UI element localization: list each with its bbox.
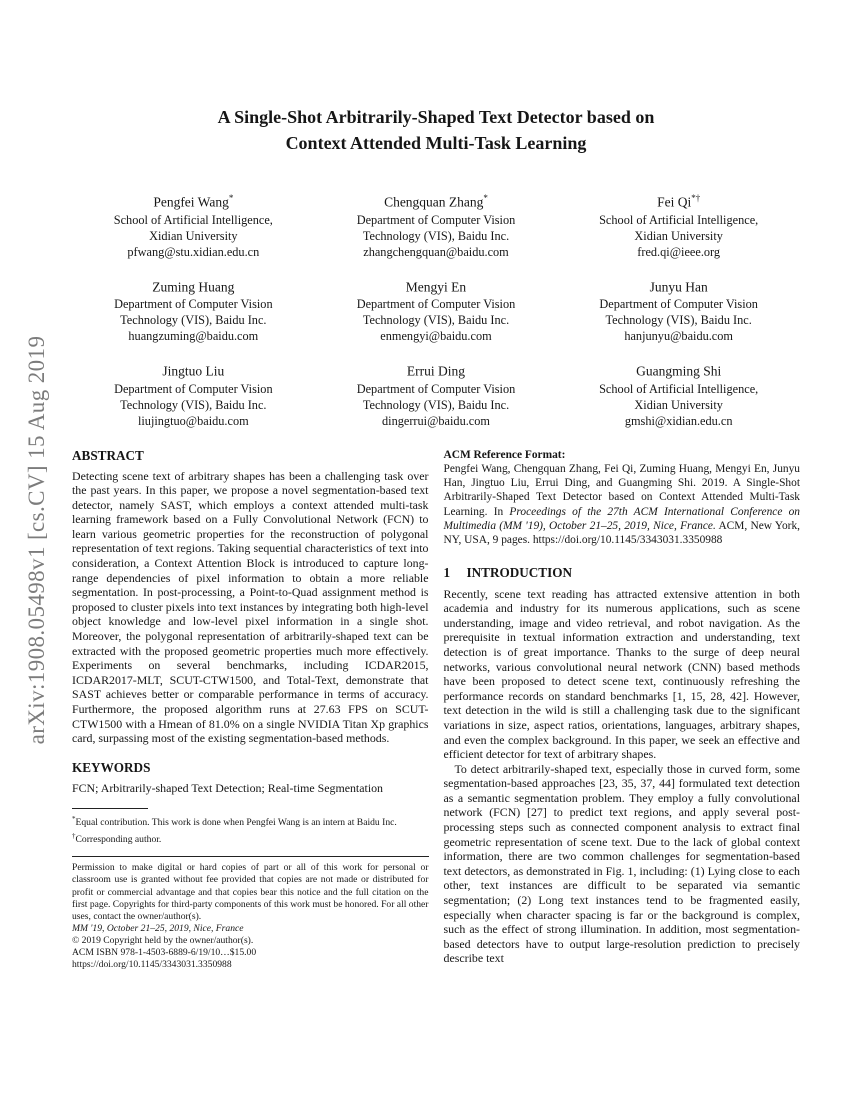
author-email: zhangchengquan@baidu.com [363, 244, 509, 259]
author-email: gmshi@xidian.edu.cn [624, 413, 733, 428]
introduction-paragraph-2: To detect arbitrarily-shaped text, especially those in curved form, some segmentation-based approaches [23, 35, 37, 44] formulated text detection as a semantic segmentation problem. They employ a fully convolutional network (FCN) [27] to predict text regions, and apply several post-processing steps such as connected component analysis to extract final geometric representation of scene text. Due to the lack of global context information, there are two common challenges for segmentation-based text detectors, as demonstrated in Fig. 1, including: (1) Lying close to each other, text instances are difficult to be separated via semantic segmentation; (2) Long text instances tend to be fragmented easily, especially when character spacing is far or the background is complex, such as the effect of strong illumination. In addition, most segmentation-based detectors have to output large-resolution prediction to precisely describe text [443, 761, 800, 966]
section-title-text: INTRODUCTION [466, 564, 573, 580]
title-line-1: A Single-Shot Arbitrarily-Shaped Text Detector based on [217, 107, 655, 127]
author-affiliation: Technology (VIS), Baidu Inc. [362, 228, 510, 243]
author-name-superscript: *† [691, 193, 701, 203]
author-affiliation: Department of Computer Vision [114, 381, 273, 396]
author-affiliation: Technology (VIS), Baidu Inc. [120, 397, 267, 412]
author-name [557, 274, 800, 297]
author-affiliation: Technology (VIS), Baidu Inc. [362, 313, 510, 327]
author-affiliation: Department of Computer Vision [356, 297, 516, 311]
author-name-superscript: * [483, 193, 488, 203]
abstract-heading: ABSTRACT [72, 447, 144, 463]
author-block [557, 189, 800, 261]
two-column-body [72, 448, 800, 972]
author-email: fred.qi@ieee.org [637, 244, 721, 259]
author-name [315, 189, 558, 212]
author-affiliation: Technology (VIS), Baidu Inc. [362, 397, 510, 412]
permission-statement: Permission to make digital or hard copies of part or all of this work for personal or classroom use is granted without fee provided that copies are not made or distributed for profit or commercial advantage and that copies bear this notice and the full citation on the first page. Copyrights for third-party components of this work must be honored. For all other uses, contact the owner/author(s). [72, 862, 429, 922]
left-column [72, 448, 429, 972]
keywords-heading: KEYWORDS [72, 759, 151, 775]
author-name-text: Mengyi En [405, 279, 467, 294]
abstract-text: Detecting scene text of arbitrary shapes has been a challenging task over the past years. In this paper, we propose a novel segmentation-based text detector, namely SAST, which employs a context attended multi-task learning framework based on a Fully Convolutional Network (FCN) to learn various geometric properties for the reconstruction of polygonal representation of text regions. Taking sequential characteristics of text into consideration, a Context Attention Block is introduced to capture long-range dependencies of pixel information to obtain a more reliable segmentation. In post-processing, a Point-to-Quad assignment method is proposed to cluster pixels into text instances by integrating both high-level object knowledge and low-level pixel information in a single shot. Moreover, the polygonal representation of arbitrarily-shaped text can be extracted with the proposed geometric properties much more effectively. Experiments on several benchmarks, including ICDAR2015, ICDAR2017-MLT, SCUT-CTW1500, and Total-Text, demonstrate that SAST achieves better or comparable performance in terms of accuracy. Furthermore, the proposed algorithm runs at 27.63 FPS on SCUT-CTW1500 with a Hmean of 81.0% on a single NVIDIA Titan Xp graphics card, surpassing most of the existing segmentation-based methods. [72, 468, 429, 746]
author-block [72, 274, 315, 346]
acm-reference-format [444, 448, 801, 548]
author-name [557, 189, 800, 212]
author-affiliation: Technology (VIS), Baidu Inc. [605, 313, 752, 327]
author-name [557, 358, 800, 381]
author-name [72, 274, 315, 297]
introduction-paragraph-1: Recently, scene text reading has attracted extensive attention in both academia and industry for its numerous applications, such as scene understanding, image and video retrieval, and robot navigation. As the prerequisite in textual information extraction and understanding, text detection is of great importance. Thanks to the surge of deep neural networks, various convolutional neural network (CNN) based methods have been proposed to detect scene text, continuously refreshing the performance records on standard benchmarks [1, 15, 28, 42]. However, text detection in the wild is still a challenging task due to the significant variations in size, aspect ratios, orientations, languages, arbitrary shapes, and even the complex background. In this paper, we seek an effective and efficient detector for text of arbitrary shapes. [443, 586, 800, 762]
author-block [315, 358, 558, 430]
author-name-text: Junyu Han [649, 279, 708, 294]
author-name-text: Guangming Shi [636, 363, 722, 379]
right-column [444, 448, 801, 972]
acm-reference-proceedings: Proceedings of the 27th ACM International Conference on Multimedia (MM '19), October 21–25, 2019, Nice, France. [443, 505, 800, 532]
author-block [315, 274, 558, 346]
arxiv-stamp: arXiv:1908.05498v1 [cs.CV] 15 Aug 2019 [24, 335, 49, 745]
author-affiliation: Department of Computer Vision [114, 297, 273, 311]
author-email: liujingtuo@baidu.com [137, 413, 249, 428]
author-affiliation: Xidian University [634, 228, 723, 243]
footnote-text: Corresponding author. [75, 834, 162, 846]
author-affiliation: School of Artificial Intelligence, [599, 381, 759, 396]
acm-reference-heading: ACM Reference Format: [443, 448, 566, 461]
acm-reference-text: Pengfei Wang, Chengquan Zhang, Fei Qi, Zuming Huang, Mengyi En, Junyu Han, Jingtuo Liu, Errui Ding, and Guangming Shi. 2019. A Single-Shot Arbitrarily-Shaped Text Detector based on Context Attended Multi-Task Learning. In [443, 462, 800, 518]
author-name-text: Jingtuo Liu [162, 363, 225, 379]
isbn-line: ACM ISBN 978-1-4503-6889-6/19/10…$15.00 [72, 947, 257, 958]
author-affiliation: Xidian University [149, 228, 238, 243]
footnote-rule [72, 808, 148, 809]
footnote-corresponding-author [72, 830, 429, 847]
author-block [557, 358, 800, 430]
author-name-text: Pengfei Wang [153, 194, 229, 210]
author-affiliation: School of Artificial Intelligence, [599, 212, 759, 227]
author-name [315, 358, 558, 381]
author-affiliation: Department of Computer Vision [356, 381, 516, 396]
author-name [315, 274, 558, 297]
author-block [72, 358, 315, 430]
author-email: dingerrui@baidu.com [382, 413, 490, 428]
section-heading-introduction [444, 565, 801, 581]
author-email: enmengyi@baidu.com [380, 329, 492, 343]
author-affiliation: Department of Computer Vision [599, 297, 758, 311]
author-affiliation: Technology (VIS), Baidu Inc. [120, 313, 267, 327]
author-name-text: Errui Ding [406, 363, 466, 379]
paper-title [72, 104, 800, 156]
author-name-text: Fei Qi [657, 194, 692, 210]
author-email: huangzuming@baidu.com [128, 329, 259, 343]
footnote-marker: * [72, 815, 76, 824]
footnote-text: Equal contribution. This work is done when Pengfei Wang is an intern at Baidu Inc. [75, 817, 397, 829]
author-affiliation: Department of Computer Vision [356, 212, 516, 227]
author-affiliation: School of Artificial Intelligence, [113, 212, 273, 227]
section-number: 1 [443, 564, 451, 580]
title-line-2: Context Attended Multi-Task Learning [285, 133, 587, 153]
copyright-line: © 2019 Copyright held by the owner/author(s). [72, 934, 254, 946]
acm-reference-doi[interactable]: ACM, New York, NY, USA, 9 pages. https://doi.org/10.1145/3343031.3350988 [443, 519, 800, 547]
footnote-equal-contribution [72, 813, 429, 830]
authors-grid [72, 189, 800, 430]
author-name [72, 189, 315, 212]
author-block [315, 189, 558, 261]
author-name-superscript: * [228, 193, 234, 203]
author-name [72, 358, 315, 381]
paper-content [72, 0, 800, 971]
doi-link[interactable]: https://doi.org/10.1145/3343031.3350988 [72, 959, 232, 971]
author-block [557, 274, 800, 346]
conference-line: MM '19, October 21–25, 2019, Nice, France [72, 922, 244, 934]
author-email: hanjunyu@baidu.com [624, 329, 733, 343]
author-block [72, 189, 315, 261]
permission-rule [72, 856, 429, 857]
keywords-text: FCN; Arbitrarily-shaped Text Detection; Real-time Segmentation [72, 780, 384, 795]
author-name-text: Chengquan Zhang [384, 194, 484, 210]
author-affiliation: Xidian University [634, 397, 723, 412]
author-name-text: Zuming Huang [152, 279, 235, 294]
footnote-marker: † [72, 832, 76, 841]
author-email: pfwang@stu.xidian.edu.cn [127, 244, 260, 259]
